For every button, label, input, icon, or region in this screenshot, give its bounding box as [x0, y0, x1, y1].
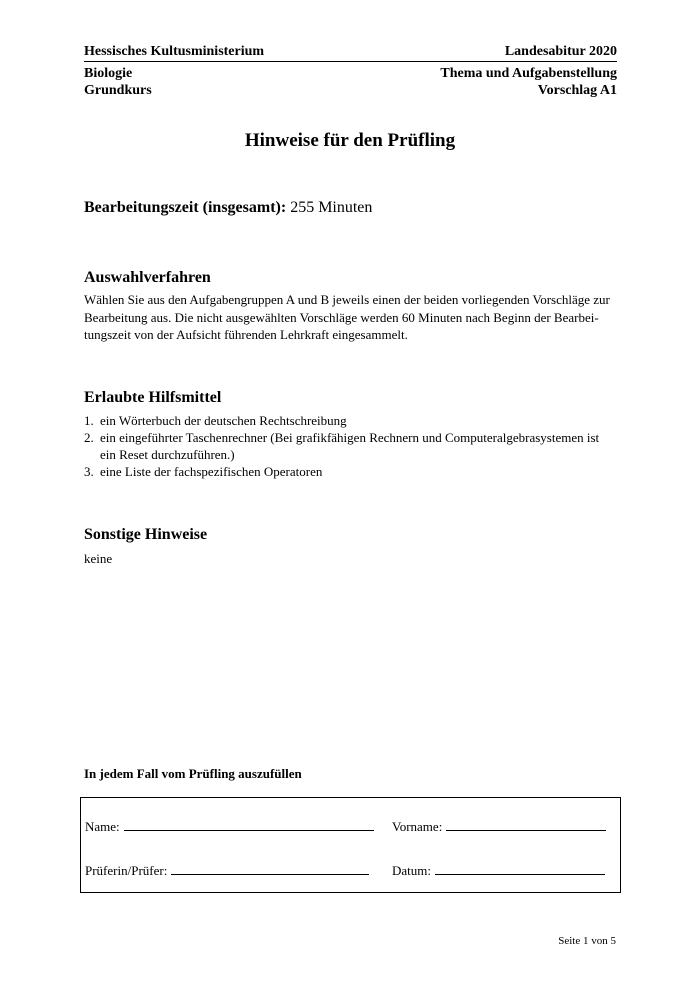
header-subject-row: [84, 65, 617, 82]
aids-list: [84, 412, 617, 480]
selection-line: Bearbeitung aus. Die nicht ausgewählten Vorschläge werden 60 Minuten nach Beginn der Bearbei-: [84, 309, 599, 325]
form-instruction: In jedem Fall vom Prüfling auszufüllen: [84, 766, 302, 781]
date-label: Datum:: [392, 863, 431, 878]
date-input-line[interactable]: [435, 861, 605, 875]
name-input-line[interactable]: [124, 817, 374, 831]
proposal: Vorschlag A1: [537, 83, 617, 98]
list-item-text: eine Liste der fachspezifischen Operatoren: [100, 464, 323, 479]
list-item-number: 3.: [84, 464, 94, 479]
page-number: Seite 1 von 5: [558, 935, 616, 947]
date-field[interactable]: [392, 861, 605, 879]
firstname-field[interactable]: [392, 817, 606, 835]
page-title: Hinweise für den Prüfling: [244, 130, 456, 151]
header-course-row: [84, 82, 617, 99]
list-item-text: ein eingeführter Taschenrechner (Bei grafikfähigen Rechnern und Computeralgebrasystemen ist ein Reset durchzuführen.): [100, 430, 600, 462]
selection-line: tungszeit von der Aufsicht führenden Lehrkraft eingesammelt.: [84, 327, 408, 342]
selection-line: Wählen Sie aus den Aufgabengruppen A und B jeweils einen der beiden vorliegenden Vorschläge zur: [84, 292, 610, 307]
list-item: [84, 412, 617, 429]
examiner-input-line[interactable]: [171, 861, 369, 875]
firstname-input-line[interactable]: [446, 817, 606, 831]
ministry-name: Hessisches Kultusministerium: [84, 44, 265, 59]
header-top-row: [84, 43, 617, 60]
list-item-number: 2.: [84, 430, 94, 445]
list-item-number: 1.: [84, 413, 94, 428]
student-info-form: [80, 797, 621, 893]
exam-name: Landesabitur 2020: [504, 44, 617, 59]
topic: Thema und Aufgabenstellung: [440, 66, 617, 81]
selection-text: [84, 291, 617, 344]
subject: Biologie: [84, 66, 133, 81]
list-item: [84, 463, 617, 480]
working-time: [84, 199, 617, 217]
list-item-text: ein Wörterbuch der deutschen Rechtschreibung: [100, 413, 347, 428]
name-field[interactable]: [85, 817, 374, 835]
other-text: keine: [84, 551, 113, 566]
name-label: Name:: [85, 819, 120, 834]
selection-heading: Auswahlverfahren: [84, 269, 211, 286]
other-heading: Sonstige Hinweise: [84, 526, 208, 543]
aids-heading: Erlaubte Hilfsmittel: [84, 389, 222, 406]
list-item: [84, 429, 617, 463]
course: Grundkurs: [84, 83, 152, 98]
examiner-field[interactable]: [85, 861, 369, 879]
working-time-label: Bearbeitungszeit (insgesamt):: [84, 199, 287, 216]
header-divider: [84, 61, 617, 62]
working-time-value: 255 Minuten: [290, 199, 373, 216]
examiner-label: Prüferin/Prüfer:: [85, 863, 168, 878]
firstname-label: Vorname:: [392, 819, 443, 834]
